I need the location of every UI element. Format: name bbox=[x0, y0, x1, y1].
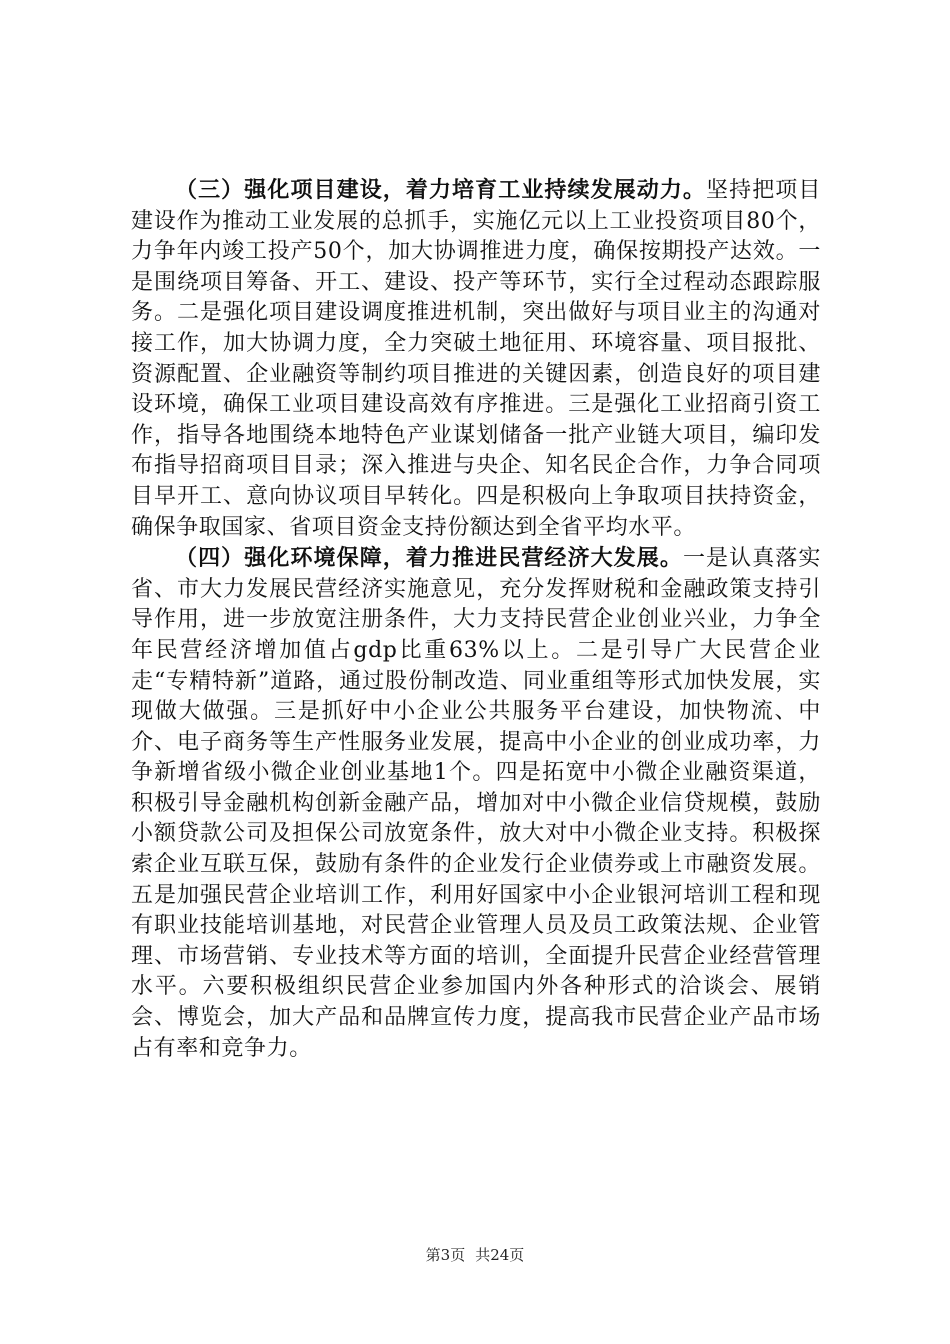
paragraph-section-4 bbox=[131, 543, 821, 1064]
section-text: 坚持把项目建设作为推动工业发展的总抓手，实施亿元以上工业投资项目80个，力争年内竣工投产50个，加大协调推进力度，确保按期投产达效。一是围绕项目筹备、开工、建设、投产等环节，实行全过程动态跟踪服务。二是强化项目建设调度推进机制，突出做好与项目业主的沟通对接工作，加大协调力度，全力突破土地征用、环境容量、项目报批、资源配置、企业融资等制约项目推进的关键因素，创造良好的项目建设环境，确保工业项目建设高效有序推进。三是强化工业招商引资工作，指导各地围绕本地特色产业谋划储备一批产业链大项目，编印发布指导招商项目目录；深入推进与央企、知名民企合作，力争合同项目早开工、意向协议项目早转化。四是积极向上争取项目扶持资金，确保争取国家、省项目资金支持份额达到全省平均水平。 bbox=[131, 178, 821, 540]
section-text: 一是认真落实省、市大力发展民营经济实施意见，充分发挥财税和金融政策支持引导作用，进一步放宽注册条件，大力支持民营企业创业兴业，力争全年民营经济增加值占gdp比重63%以上。二是引导广大民营企业走“专精特新”道路，通过股份制改造、同业重组等形式加快发展，实现做大做强。三是抓好中小企业公共服务平台建设，加快物流、中介、电子商务等生产性服务业发展，提高中小企业的创业成功率，力争新增省级小微企业创业基地1个。四是拓宽中小微企业融资渠道，积极引导金融机构创新金融产品，增加对中小微企业信贷规模，鼓励小额贷款公司及担保公司放宽条件，放大对中小微企业支持。积极探索企业互联互保，鼓励有条件的企业发行企业债券或上市融资发展。五是加强民营企业培训工作，利用好国家中小企业银河培训工程和现有职业技能培训基地，对民营企业管理人员及员工政策法规、企业管理、市场营销、专业技术等方面的培训，全面提升民营企业经营管理水平。六要积极组织民营企业参加国内外各种形式的洽谈会、展销会、博览会，加大产品和品牌宣传力度，提高我市民营企业产品市场占有率和竞争力。 bbox=[131, 546, 821, 1061]
page-total: 共24页 bbox=[475, 1246, 525, 1264]
section-heading: （四）强化环境保障，着力推进民营经济大发展。 bbox=[175, 545, 683, 572]
section-heading: （三）强化项目建设，着力培育工业持续发展动力。 bbox=[175, 177, 707, 203]
page-footer bbox=[0, 1244, 950, 1265]
document-body bbox=[131, 175, 821, 1064]
paragraph-section-3 bbox=[131, 175, 821, 543]
page-number: 第3页 bbox=[425, 1246, 466, 1264]
